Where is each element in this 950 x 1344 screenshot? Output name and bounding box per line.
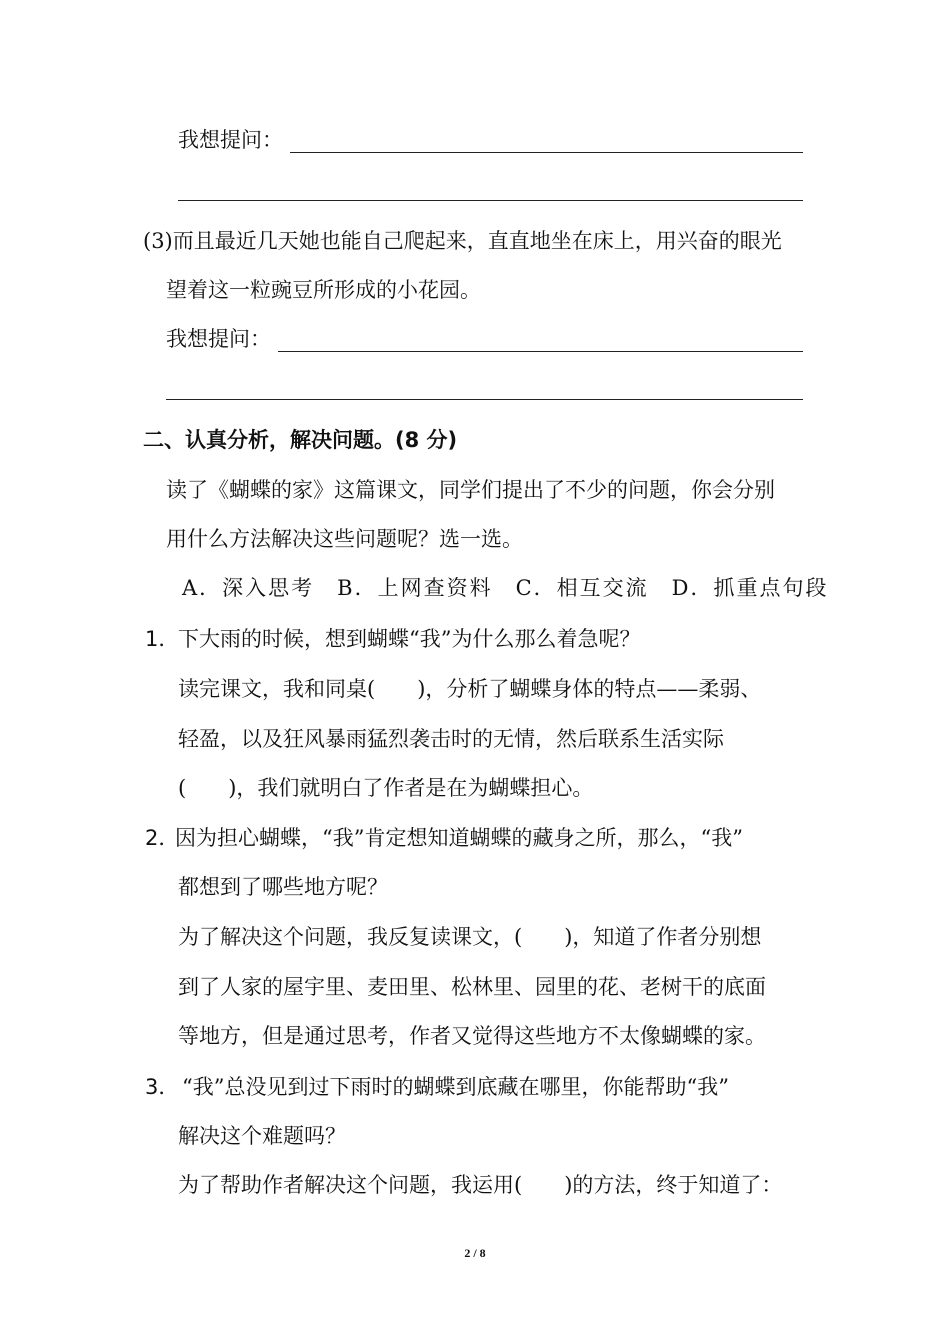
question-text: 望着这一粒豌豆所形成的小花园。	[166, 278, 481, 302]
page-number: 2 / 8	[464, 1246, 486, 1260]
item-question: 因为担心蝴蝶，“我”肯定想知道蝴蝶的藏身之所，那么，“我”	[175, 826, 743, 850]
section-intro: 用什么方法解决这些问题呢？选一选。	[166, 527, 523, 551]
answer-line	[166, 399, 803, 400]
item-answer-text: 到了人家的屋宇里、麦田里、松林里、园里的花、老树干的底面	[178, 975, 766, 999]
item-question: 下大雨的时候，想到蝴蝶“我”为什么那么着急呢？	[178, 627, 641, 651]
answer-options: A．深入思考 B．上网查资料 C．相互交流 D．抓重点句段	[182, 576, 829, 600]
item-question: “我”总没见到过下雨时的蝴蝶到底藏在哪里，你能帮助“我”	[182, 1075, 729, 1099]
answer-line	[290, 152, 803, 153]
item-question: 解决这个难题吗？	[178, 1124, 346, 1148]
item-answer-text: 为了解决这个问题，我反复读课文，( )，知道了作者分别想	[178, 925, 762, 949]
answer-line	[178, 200, 803, 201]
item-answer-text: 轻盈，以及狂风暴雨猛烈袭击时的无情，然后联系生活实际	[178, 727, 724, 751]
item-answer-text: ( )，我们就明白了作者是在为蝴蝶担心。	[178, 776, 594, 800]
section-title: 二、认真分析，解决问题。(8 分)	[143, 428, 458, 452]
question-prompt-label: 我想提问：	[178, 128, 283, 152]
item-answer-text: 为了帮助作者解决这个问题，我运用( )的方法，终于知道了：	[178, 1173, 783, 1197]
item-question: 都想到了哪些地方呢？	[178, 875, 388, 899]
item-answer-text: 读完课文，我和同桌( )，分析了蝴蝶身体的特点——柔弱、	[178, 677, 762, 701]
section-intro: 读了《蝴蝶的家》这篇课文，同学们提出了不少的问题，你会分别	[166, 478, 775, 502]
question-text: (3)而且最近几天她也能自己爬起来，直直地坐在床上，用兴奋的眼光	[143, 229, 782, 253]
item-number: 1．	[145, 627, 180, 651]
item-number: 2．	[145, 826, 180, 850]
answer-line	[278, 351, 803, 352]
item-answer-text: 等地方，但是通过思考，作者又觉得这些地方不太像蝴蝶的家。	[178, 1024, 766, 1048]
question-prompt-label: 我想提问：	[166, 327, 271, 351]
item-number: 3．	[145, 1075, 180, 1099]
